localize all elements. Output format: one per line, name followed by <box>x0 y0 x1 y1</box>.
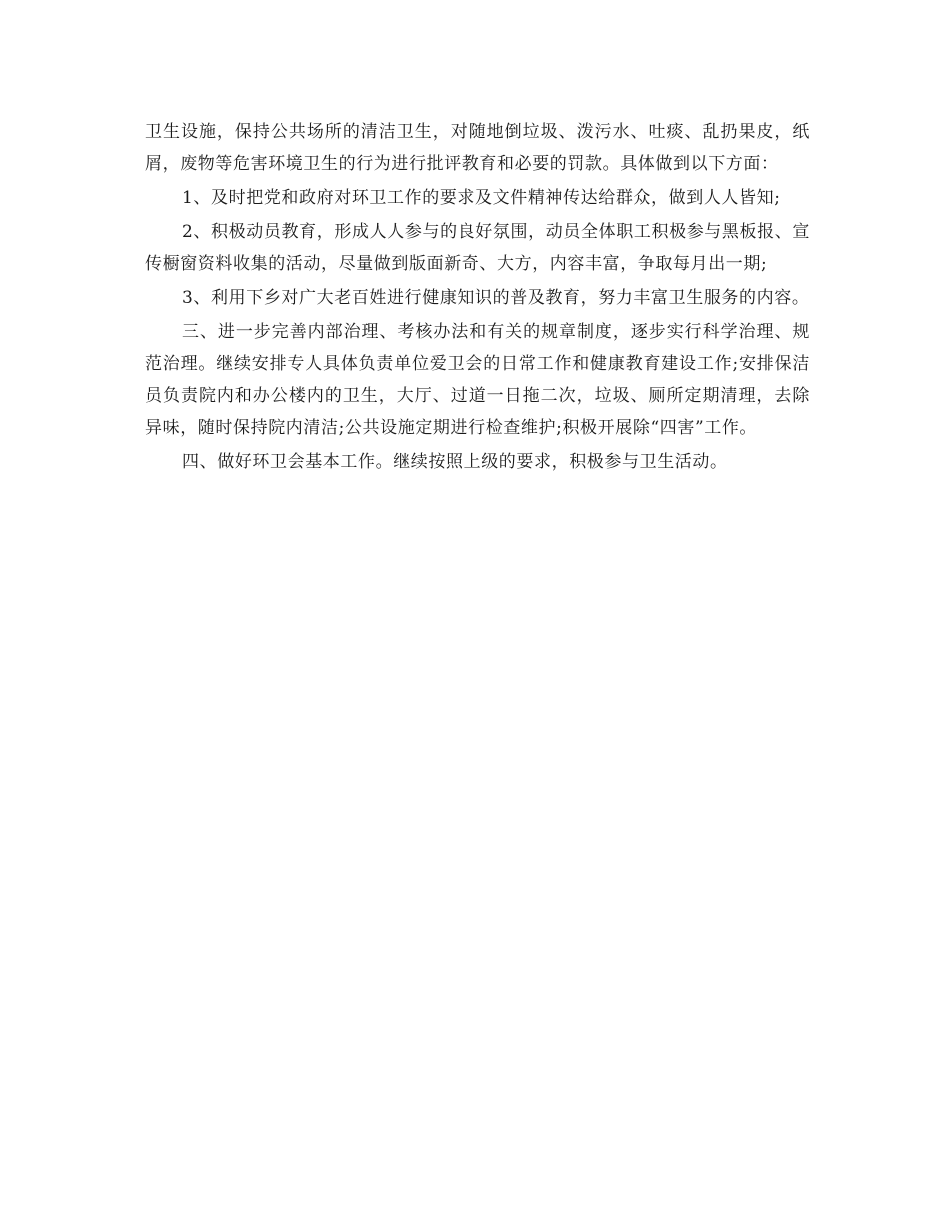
list-item-3: 3、利用下乡对广大老百姓进行健康知识的普及教育，努力丰富卫生服务的内容。 <box>182 288 810 308</box>
section-three-paragraph: 三、进一步完善内部治理、考核办法和有关的规章制度，逐步实行科学治理、规范治理。继续安排专人具体负责单位爱卫会的日常工作和健康教育建设工作;安排保洁员负责院内和办公楼内的卫生，大厅、过道一日拖二次，垃圾、厕所定期清理，去除异味，随时保持院内清洁;公共设施定期进行检查维护;积极开展除“四害”工作。 <box>145 322 810 438</box>
paragraph-continuation: 卫生设施，保持公共场所的清洁卫生，对随地倒垃圾、泼污水、吐痰、乱扔果皮，纸屑，废物等危害环境卫生的行为进行批评教育和必要的罚款。具体做到以下方面： <box>145 122 810 174</box>
list-item-2: 2、积极动员教育，形成人人参与的良好氛围，动员全体职工积极参与黑板报、宣传橱窗资料收集的活动，尽量做到版面新奇、大方，内容丰富，争取每月出一期; <box>145 222 810 274</box>
document-body <box>145 116 810 480</box>
list-item-1: 1、及时把党和政府对环卫工作的要求及文件精神传达给群众，做到人人皆知; <box>182 188 781 208</box>
section-four-paragraph: 四、做好环卫会基本工作。继续按照上级的要求，积极参与卫生活动。 <box>182 452 728 472</box>
